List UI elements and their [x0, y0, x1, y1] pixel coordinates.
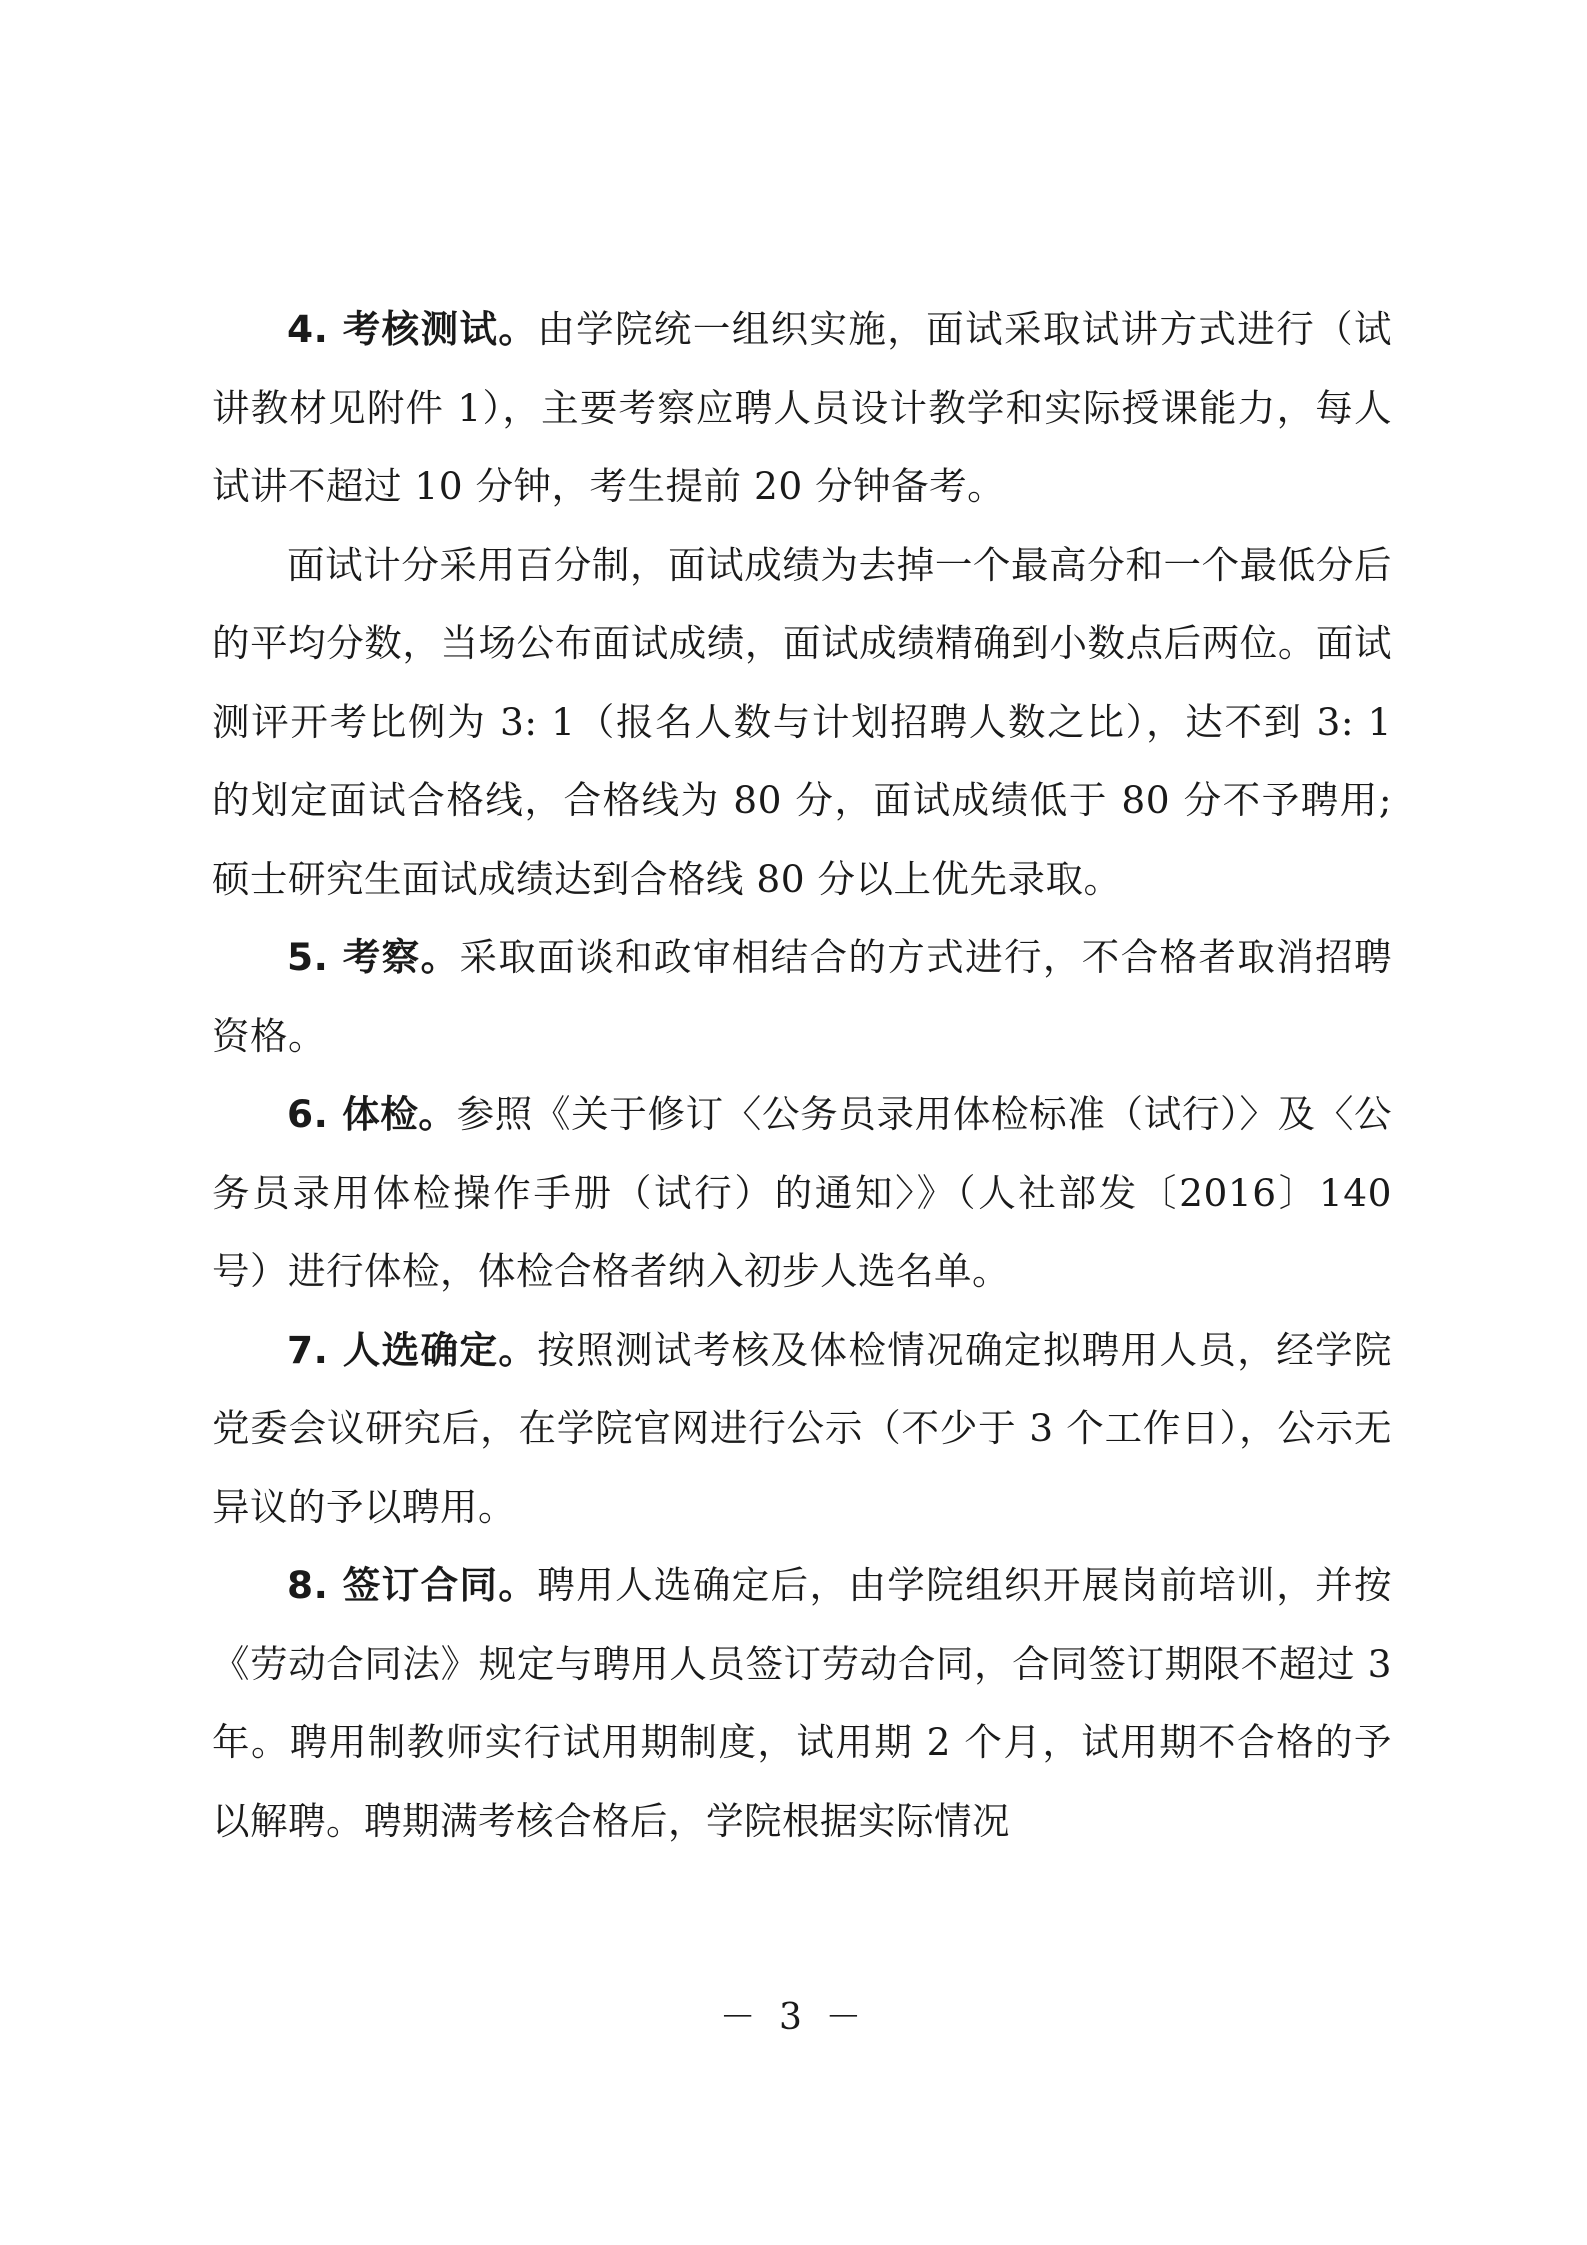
document-body [212, 290, 1392, 1860]
paragraph-text: 面试计分采用百分制，面试成绩为去掉一个最高分和一个最低分后的平均分数，当场公布面试成绩，面试成绩精确到小数点后两位。面试测评开考比例为 3: 1（报名人数与计划招聘人数之比），达不到 3: 1 的划定面试合格线，合格线为 80 分，面试成绩低于 80 分不予聘用; 硕士研究生面试成绩达到合格线 80 分以上优先录取。 [212, 542, 1392, 901]
paragraph-heading: 6. 体检。 [287, 1092, 457, 1136]
paragraph-text: 由学院统一组织实施，面试采取试讲方式进行（试讲教材见附件 1），主要考察应聘人员设计教学和实际授课能力，每人试讲不超过 10 分钟，考生提前 20 分钟备考。 [212, 307, 1392, 508]
paragraph-heading: 7. 人选确定。 [287, 1327, 538, 1372]
paragraph-contract-signing [212, 1546, 1392, 1860]
paragraph-medical-exam [212, 1075, 1392, 1311]
paragraph-heading: 8. 签订合同。 [287, 1563, 538, 1607]
paragraph-text: 采取面谈和政审相结合的方式进行，不合格者取消招聘资格。 [212, 935, 1392, 1058]
page-number: － 3 － [719, 1997, 868, 2038]
paragraph-interview-scoring [212, 526, 1392, 919]
paragraph-heading: 5. 考察。 [287, 935, 460, 979]
paragraph-candidate-confirmation [212, 1311, 1392, 1547]
paragraph-text: 聘用人选确定后，由学院组织开展岗前培训，并按《劳动合同法》规定与聘用人员签订劳动合同，合同签订期限不超过 3 年。聘用制教师实行试用期制度，试用期 2 个月，试用期不合格的予以解聘。聘期满考核合格后，学院根据实际情况 [212, 1563, 1392, 1843]
paragraph-inspection [212, 918, 1392, 1075]
paragraph-text: 按照测试考核及体检情况确定拟聘用人员，经学院党委会议研究后，在学院官网进行公示（不少于 3 个工作日），公示无异议的予以聘用。 [212, 1327, 1392, 1529]
paragraph-assessment-test [212, 290, 1392, 526]
paragraph-heading: 4. 考核测试。 [287, 307, 538, 351]
paragraph-text: 参照《关于修订〈公务员录用体检标准（试行）〉及〈公务员录用体检操作手册（试行）的通知〉》（人社部发〔2016〕140 号）进行体检，体检合格者纳入初步人选名单。 [212, 1092, 1392, 1293]
